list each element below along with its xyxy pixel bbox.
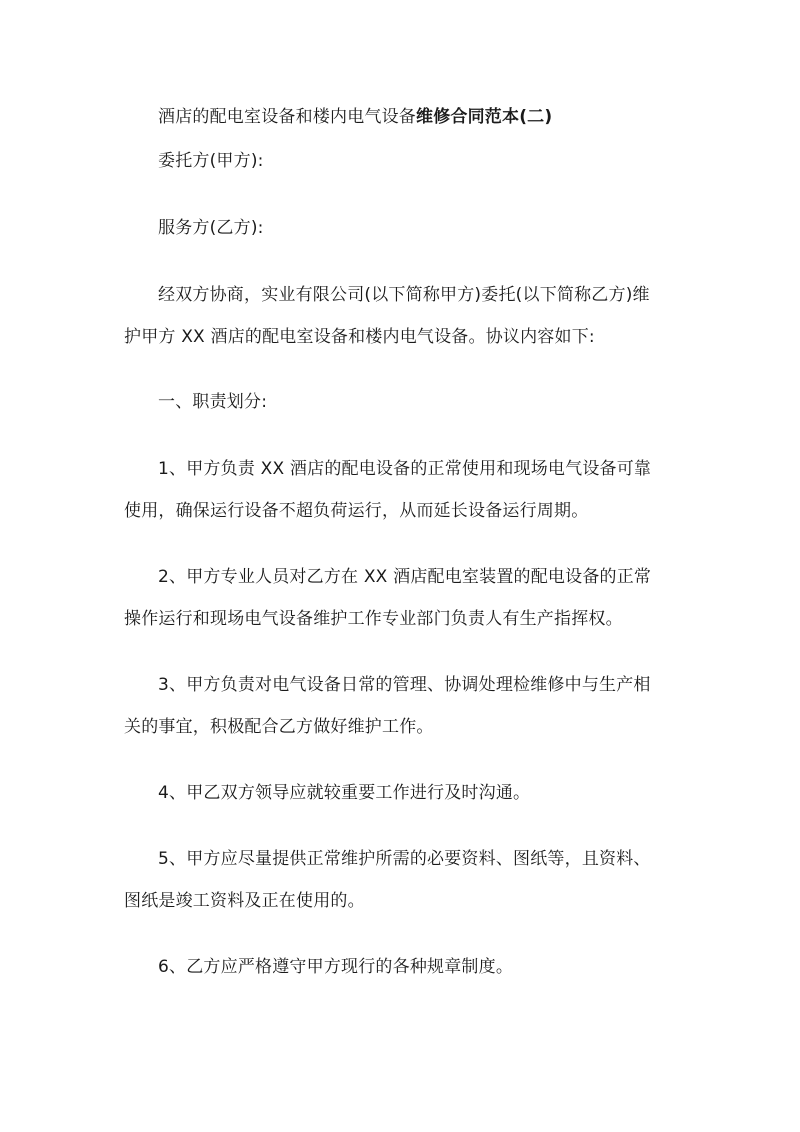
item-6-line-1: 6、乙方应严格遵守甲方现行的各种规章制度。 bbox=[158, 957, 514, 977]
item-3-line-1: 3、甲方负责对电气设备日常的管理、协调处理检维修中与生产相 bbox=[158, 675, 651, 695]
item-5-line-1: 5、甲方应尽量提供正常维护所需的必要资料、图纸等，且资料、 bbox=[158, 849, 651, 869]
item-2-line-2: 操作运行和现场电气设备维护工作专业部门负责人有生产指挥权。 bbox=[124, 609, 623, 629]
item-4-line-1: 4、甲乙双方领导应就较重要工作进行及时沟通。 bbox=[158, 783, 531, 803]
item-1-line-1: 1、甲方负责 XX 酒店的配电设备的正常使用和现场电气设备可靠 bbox=[158, 459, 652, 479]
item-2-line-1: 2、甲方专业人员对乙方在 XX 酒店配电室装置的配电设备的正常 bbox=[158, 567, 652, 587]
item-5-line-2: 图纸是竣工资料及正在使用的。 bbox=[124, 891, 365, 911]
title-normal: 酒店的配电室设备和楼内电气设备 bbox=[158, 107, 416, 127]
provider-label: 服务方(乙方): bbox=[158, 218, 264, 238]
item-1-line-2: 使用，确保运行设备不超负荷运行，从而延长设备运行周期。 bbox=[124, 501, 589, 521]
item-3-line-2: 关的事宜，积极配合乙方做好维护工作。 bbox=[124, 717, 434, 737]
intro-line-1: 经双方协商，实业有限公司(以下简称甲方)委托(以下简称乙方)维 bbox=[158, 285, 650, 305]
section-heading: 一、职责划分: bbox=[158, 392, 268, 412]
document-title bbox=[158, 106, 552, 128]
client-label: 委托方(甲方): bbox=[158, 151, 264, 171]
intro-line-2: 护甲方 XX 酒店的配电室设备和楼内电气设备。协议内容如下: bbox=[124, 327, 595, 347]
title-bold: 维修合同范本(二) bbox=[416, 107, 553, 127]
